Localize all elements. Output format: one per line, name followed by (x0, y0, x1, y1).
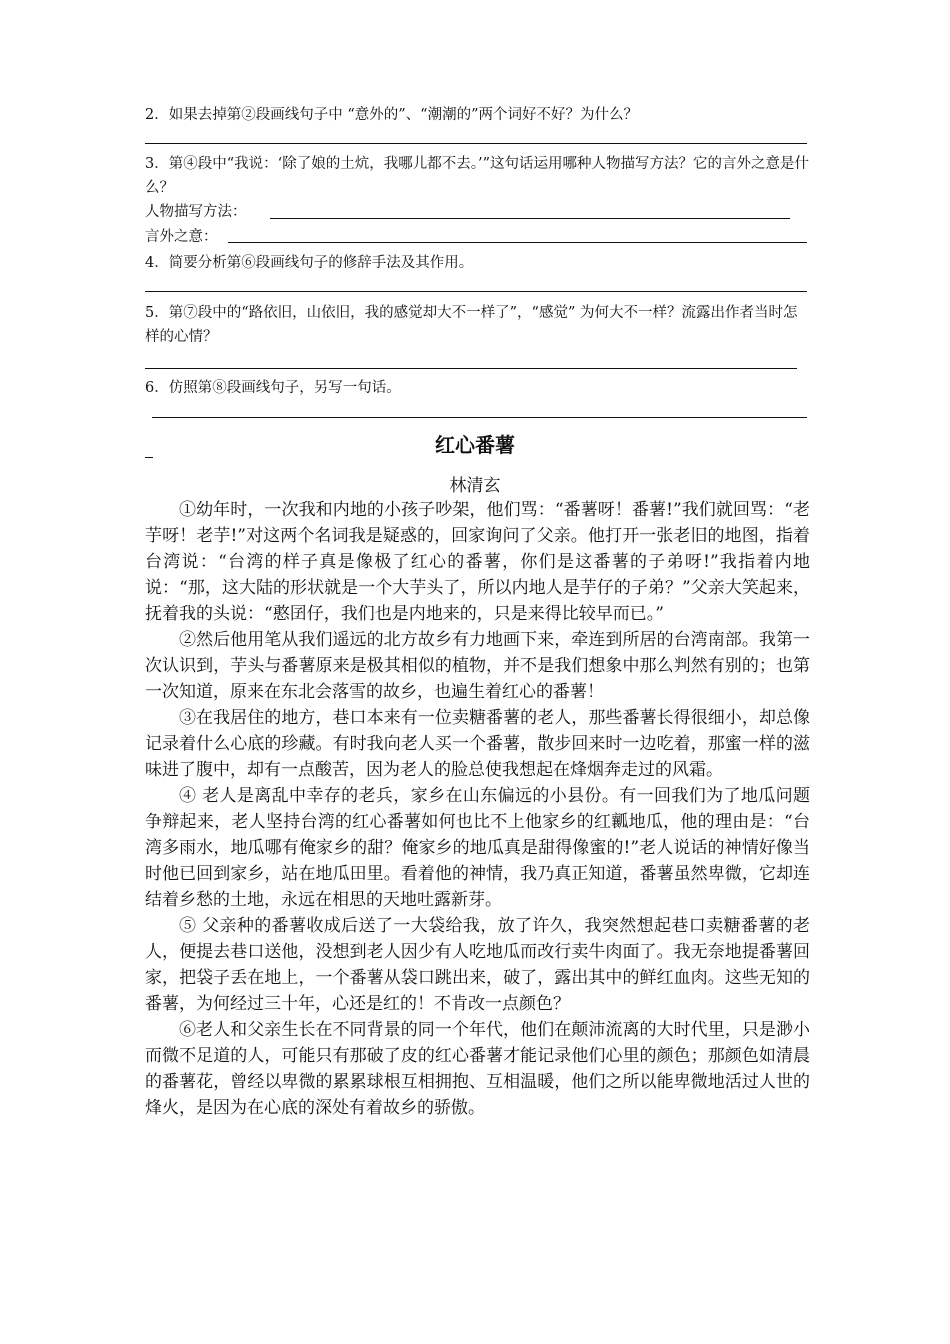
question-4: 4．简要分析第⑥段画线句子的修辞手法及其作用。 (145, 255, 474, 271)
answer-line-method[interactable] (270, 218, 790, 219)
answer-line-q5[interactable] (145, 368, 797, 369)
paragraph-2: ②然后他用笔从我们遥远的北方故乡有力地画下来，牵连到所居的台湾南部。我第一次认识到，芋头与番薯原来是极其相似的植物，并不是我们想象中那么判然有别的；也第一次知道，原来在东北会落雪的故乡，也遍生着红心的番薯！ (145, 630, 810, 702)
paragraph-4: ④ 老人是离乱中幸存的老兵，家乡在山东偏远的小县份。有一回我们为了地瓜问题争辩起来，老人坚持台湾的红心番薯如何也比不上他家乡的红瓤地瓜，他的理由是：“台湾多雨水，地瓜哪有俺家乡的甜？俺家乡的地瓜真是甜得像蜜的!”老人说话的神情好像当时他已回到家乡，站在地瓜田里。看着他的神情，我乃真正知道，番薯虽然卑微，它却连结着乡愁的土地，永远在相思的天地吐露新芽。 (145, 786, 810, 910)
answer-line-q6[interactable] (152, 417, 807, 418)
meaning-label: 言外之意： (145, 229, 218, 245)
paragraph-1: ①幼年时，一次我和内地的小孩子吵架，他们骂：“番薯呀！番薯!”我们就回骂：“老芋呀！老芋!”对这两个名词我是疑惑的，回家询问了父亲。他打开一张老旧的地图，指着台湾说：“台湾的样子真是像极了红心的番薯，你们是这番薯的子弟呀!”我指着内地说：“那，这大陆的形状就是一个大芋头了，所以内地人是芋仔的子弟？”父亲大笑起来，抚着我的头说：“憨囝仔，我们也是内地来的，只是来得比较早而已。” (145, 500, 810, 624)
question-6: 6．仿照第⑧段画线句子，另写一句话。 (145, 380, 401, 396)
article-title: 红心番薯 (435, 433, 515, 457)
answer-line-q4[interactable] (145, 291, 807, 292)
question-3: 3．第④段中“我说：‘除了娘的土炕，我哪儿都不去。’”这句话运用哪种人物描写方法？它的言外之意是什么？ (145, 156, 810, 196)
answer-line-q2[interactable] (145, 143, 807, 144)
method-label: 人物描写方法： (145, 204, 247, 220)
question-2: 2．如果去掉第②段画线句子中 “意外的”、“潮潮的”两个词好不好？为什么？ (145, 107, 638, 123)
paragraph-3: ③在我居住的地方，巷口本来有一位卖糖番薯的老人，那些番薯长得很细小，却总像记录着什么心底的珍藏。有时我向老人买一个番薯，散步回来时一边吃着，那蜜一样的滋味进了腹中，却有一点酸苦，因为老人的脸总使我想起在烽烟奔走过的风霜。 (145, 708, 810, 780)
paragraph-5: ⑤ 父亲种的番薯收成后送了一大袋给我，放了许久，我突然想起巷口卖糖番薯的老人，便提去巷口送他，没想到老人因少有人吃地瓜而改行卖牛肉面了。我无奈地提番薯回家，把袋子丢在地上，一个番薯从袋口跳出来，破了，露出其中的鲜红血肉。这些无知的番薯，为何经过三十年，心还是红的！不肯改一点颜色？ (145, 916, 810, 1014)
question-5: 5．第⑦段中的“路依旧，山依旧，我的感觉却大不一样了”，“感觉” 为何大不一样？流露出作者当时怎样的心情？ (145, 305, 798, 345)
answer-line-meaning[interactable] (228, 242, 807, 243)
article-author: 林清玄 (449, 476, 501, 496)
article-body (145, 497, 810, 1121)
paragraph-6: ⑥老人和父亲生长在不同背景的同一个年代，他们在颠沛流离的大时代里，只是渺小而微不足道的人，可能只有那破了皮的红心番薯才能记录他们心里的颜色；那颜色如清晨的番薯花，曾经以卑微的累累球根互相拥抱、互相温暖，他们之所以能卑微地活过人世的烽火，是因为在心底的深处有着故乡的骄傲。 (145, 1020, 810, 1118)
